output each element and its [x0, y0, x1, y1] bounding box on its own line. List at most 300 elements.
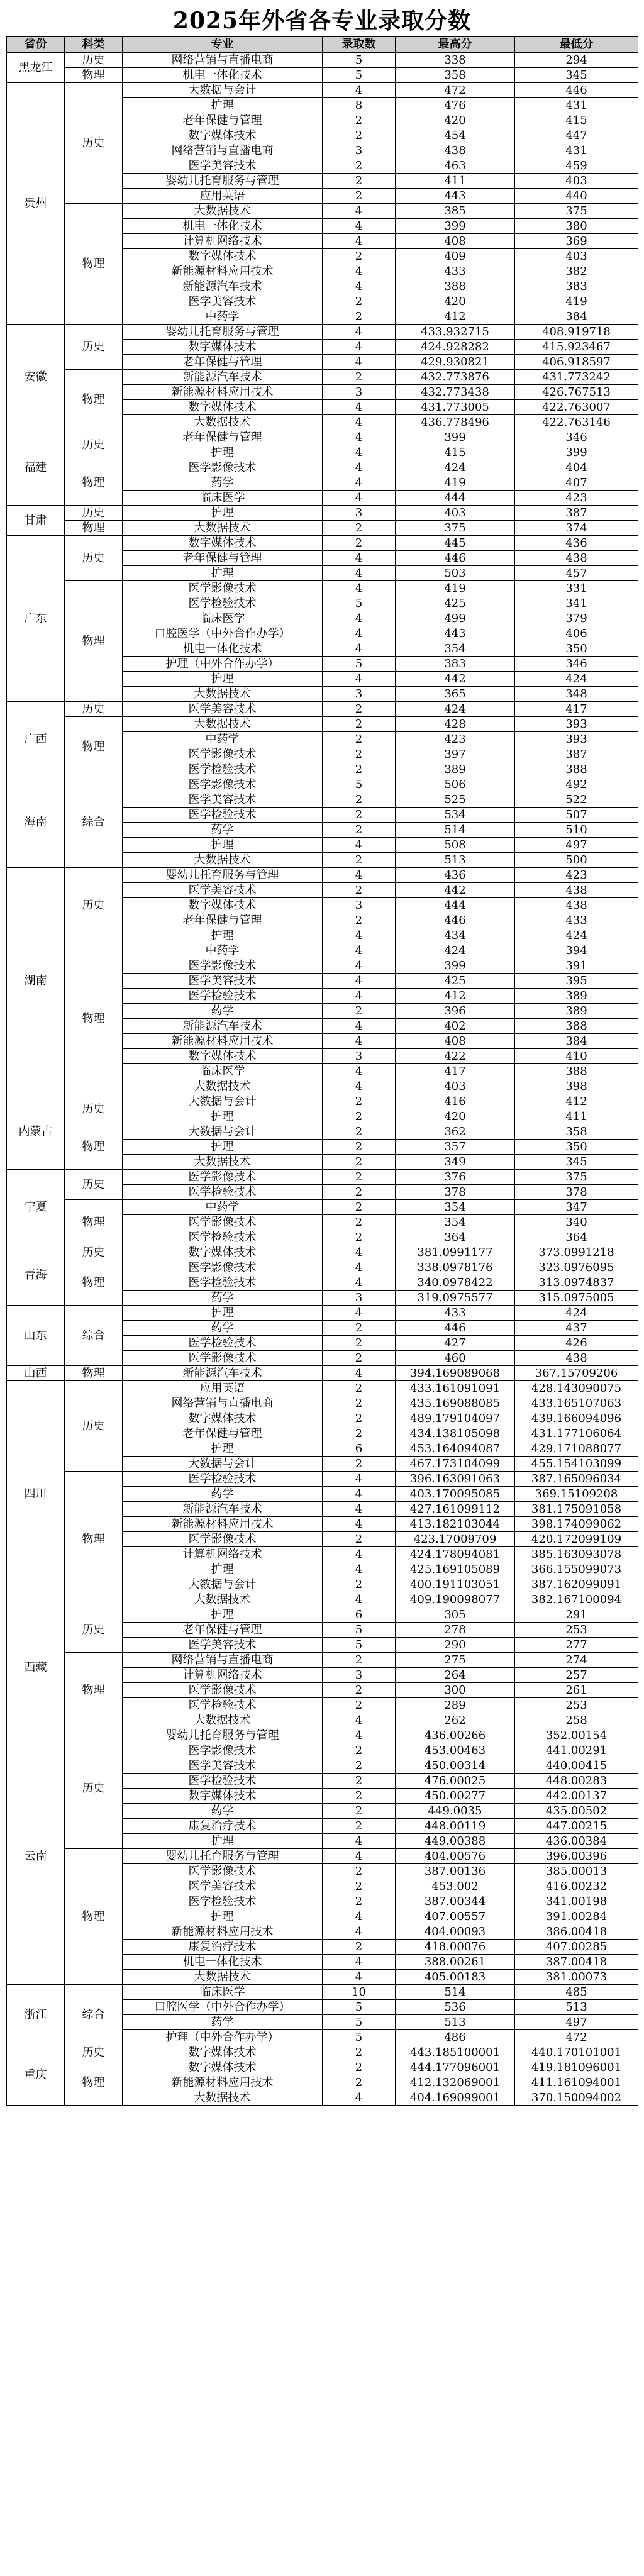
admitted-count-cell: 2	[323, 1894, 396, 1909]
min-score-cell: 426.767513	[515, 385, 638, 400]
min-score-cell: 500	[515, 853, 638, 868]
category-cell: 历史	[65, 83, 123, 204]
major-cell: 网络营销与直播电商	[123, 53, 323, 68]
min-score-cell: 399	[515, 445, 638, 460]
admitted-count-cell: 3	[323, 1049, 396, 1064]
admitted-count-cell: 4	[323, 672, 396, 687]
major-cell: 医学美容技术	[123, 158, 323, 174]
max-score-cell: 413.182103044	[396, 1517, 515, 1532]
major-cell: 新能源材料应用技术	[123, 1034, 323, 1049]
max-score-cell: 402	[396, 1019, 515, 1034]
min-score-cell: 436	[515, 536, 638, 551]
major-cell: 机电一体化技术	[123, 219, 323, 234]
max-score-cell: 453.164094087	[396, 1441, 515, 1457]
min-score-cell: 391	[515, 958, 638, 974]
max-score-cell: 443	[396, 626, 515, 641]
table-row	[7, 536, 638, 551]
category-cell: 历史	[65, 1607, 123, 1653]
admitted-count-cell: 4	[323, 1487, 396, 1502]
max-score-cell: 424.178094081	[396, 1547, 515, 1562]
major-cell: 婴幼儿托育服务与管理	[123, 1728, 323, 1743]
major-cell: 医学检验技术	[123, 762, 323, 777]
major-cell: 大数据技术	[123, 2090, 323, 2106]
max-score-cell: 338.0978176	[396, 1260, 515, 1275]
major-cell: 医学检验技术	[123, 808, 323, 823]
admitted-count-cell: 4	[323, 1517, 396, 1532]
major-cell: 医学影像技术	[123, 1743, 323, 1758]
admitted-count-cell: 4	[323, 943, 396, 958]
category-cell: 物理	[65, 204, 123, 325]
admitted-count-cell: 4	[323, 1275, 396, 1291]
max-score-cell: 450.00314	[396, 1758, 515, 1774]
admitted-count-cell: 2	[323, 294, 396, 309]
major-cell: 数字媒体技术	[123, 249, 323, 264]
max-score-cell: 378	[396, 1185, 515, 1200]
major-cell: 大数据技术	[123, 204, 323, 219]
max-score-cell: 434.138105098	[396, 1426, 515, 1441]
min-score-cell: 393	[515, 717, 638, 732]
max-score-cell: 419	[396, 581, 515, 596]
category-cell: 历史	[65, 1094, 123, 1124]
min-score-cell: 348	[515, 687, 638, 702]
min-score-cell: 485	[515, 1985, 638, 2000]
max-score-cell: 399	[396, 219, 515, 234]
admitted-count-cell: 2	[323, 309, 396, 325]
max-score-cell: 300	[396, 1683, 515, 1698]
major-cell: 医学检验技术	[123, 1185, 323, 1200]
admitted-count-cell: 6	[323, 1607, 396, 1623]
min-score-cell: 346	[515, 657, 638, 672]
admitted-count-cell: 2	[323, 762, 396, 777]
table-row	[7, 702, 638, 717]
max-score-cell: 349	[396, 1155, 515, 1170]
admitted-count-cell: 5	[323, 68, 396, 83]
category-cell: 物理	[65, 1472, 123, 1607]
admitted-count-cell: 5	[323, 53, 396, 68]
table-row	[7, 460, 638, 475]
min-score-cell: 433	[515, 913, 638, 928]
min-score-cell: 422.763146	[515, 415, 638, 430]
major-cell: 护理	[123, 672, 323, 687]
admitted-count-cell: 4	[323, 868, 396, 883]
admitted-count-cell: 4	[323, 989, 396, 1004]
major-cell: 医学影像技术	[123, 747, 323, 762]
min-score-cell: 313.0974837	[515, 1275, 638, 1291]
min-score-cell: 294	[515, 53, 638, 68]
table-row	[7, 1170, 638, 1185]
major-cell: 护理	[123, 928, 323, 943]
province-cell: 广西	[7, 702, 65, 777]
admitted-count-cell: 4	[323, 958, 396, 974]
category-cell: 物理	[65, 68, 123, 83]
min-score-cell: 403	[515, 174, 638, 189]
min-score-cell: 380	[515, 219, 638, 234]
major-cell: 大数据与会计	[123, 1094, 323, 1109]
admitted-count-cell: 4	[323, 1306, 396, 1321]
min-score-cell: 408.919718	[515, 325, 638, 340]
min-score-cell: 447.00215	[515, 1819, 638, 1834]
admitted-count-cell: 5	[323, 1638, 396, 1653]
max-score-cell: 358	[396, 68, 515, 83]
min-score-cell: 345	[515, 1155, 638, 1170]
major-cell: 药学	[123, 1004, 323, 1019]
table-row	[7, 1245, 638, 1260]
category-cell: 物理	[65, 1653, 123, 1728]
max-score-cell: 354	[396, 641, 515, 657]
major-cell: 医学检验技术	[123, 1774, 323, 1789]
table-row	[7, 1849, 638, 1864]
table-row	[7, 325, 638, 340]
major-cell: 医学影像技术	[123, 581, 323, 596]
admitted-count-cell: 2	[323, 1124, 396, 1140]
major-cell: 老年保健与管理	[123, 113, 323, 128]
max-score-cell: 412	[396, 989, 515, 1004]
admitted-count-cell: 2	[323, 1094, 396, 1109]
min-score-cell: 384	[515, 1034, 638, 1049]
admitted-count-cell: 2	[323, 1109, 396, 1124]
admitted-count-cell: 2	[323, 1653, 396, 1668]
admitted-count-cell: 4	[323, 581, 396, 596]
category-cell: 物理	[65, 1260, 123, 1306]
header-province: 省份	[7, 37, 65, 53]
max-score-cell: 375	[396, 521, 515, 536]
max-score-cell: 433	[396, 1306, 515, 1321]
province-cell: 山东	[7, 1306, 65, 1366]
admitted-count-cell: 4	[323, 83, 396, 98]
max-score-cell: 396	[396, 1004, 515, 1019]
max-score-cell: 427.161099112	[396, 1502, 515, 1517]
min-score-cell: 404	[515, 460, 638, 475]
table-row	[7, 717, 638, 732]
max-score-cell: 444	[396, 491, 515, 506]
table-row	[7, 1607, 638, 1623]
min-score-cell: 438	[515, 898, 638, 913]
admitted-count-cell: 4	[323, 264, 396, 279]
major-cell: 医学美容技术	[123, 792, 323, 808]
max-score-cell: 290	[396, 1638, 515, 1653]
major-cell: 老年保健与管理	[123, 551, 323, 566]
max-score-cell: 409	[396, 249, 515, 264]
admitted-count-cell: 4	[323, 611, 396, 626]
major-cell: 计算机网络技术	[123, 1547, 323, 1562]
major-cell: 新能源材料应用技术	[123, 385, 323, 400]
min-score-cell: 374	[515, 521, 638, 536]
admitted-count-cell: 4	[323, 1064, 396, 1079]
admitted-count-cell: 2	[323, 808, 396, 823]
major-cell: 中药学	[123, 309, 323, 325]
min-score-cell: 410	[515, 1049, 638, 1064]
min-score-cell: 385.00013	[515, 1864, 638, 1879]
max-score-cell: 404.00093	[396, 1924, 515, 1940]
min-score-cell: 441.00291	[515, 1743, 638, 1758]
max-score-cell: 388.00261	[396, 1955, 515, 1970]
admitted-count-cell: 2	[323, 823, 396, 838]
max-score-cell: 415	[396, 445, 515, 460]
max-score-cell: 449.00388	[396, 1834, 515, 1849]
min-score-cell: 411	[515, 1109, 638, 1124]
major-cell: 医学影像技术	[123, 1260, 323, 1275]
admitted-count-cell: 10	[323, 1985, 396, 2000]
admitted-count-cell: 2	[323, 717, 396, 732]
major-cell: 药学	[123, 823, 323, 838]
province-cell: 湖南	[7, 868, 65, 1094]
major-cell: 数字媒体技术	[123, 1789, 323, 1804]
admitted-count-cell: 2	[323, 158, 396, 174]
admitted-count-cell: 4	[323, 430, 396, 445]
max-score-cell: 449.0035	[396, 1804, 515, 1819]
min-score-cell: 407	[515, 475, 638, 491]
admitted-count-cell: 2	[323, 521, 396, 536]
major-cell: 临床医学	[123, 491, 323, 506]
admitted-count-cell: 2	[323, 2045, 396, 2060]
table-row	[7, 68, 638, 83]
major-cell: 药学	[123, 475, 323, 491]
province-cell: 甘肃	[7, 506, 65, 536]
category-cell: 物理	[65, 521, 123, 536]
min-score-cell: 442.00137	[515, 1789, 638, 1804]
min-score-cell: 440.00415	[515, 1758, 638, 1774]
major-cell: 医学影像技术	[123, 1864, 323, 1879]
province-cell: 广东	[7, 536, 65, 702]
major-cell: 医学美容技术	[123, 1879, 323, 1894]
admitted-count-cell: 2	[323, 536, 396, 551]
max-score-cell: 278	[396, 1623, 515, 1638]
admitted-count-cell: 2	[323, 249, 396, 264]
admitted-count-cell: 4	[323, 1834, 396, 1849]
admitted-count-cell: 2	[323, 1381, 396, 1396]
admitted-count-cell: 4	[323, 491, 396, 506]
major-cell: 婴幼儿托育服务与管理	[123, 1849, 323, 1864]
min-score-cell: 358	[515, 1124, 638, 1140]
min-score-cell: 375	[515, 1170, 638, 1185]
max-score-cell: 444.177096001	[396, 2060, 515, 2075]
min-score-cell: 459	[515, 158, 638, 174]
page-title: 2025年外省各专业录取分数	[172, 8, 472, 34]
min-score-cell: 388	[515, 1019, 638, 1034]
min-score-cell: 387.00418	[515, 1955, 638, 1970]
admitted-count-cell: 4	[323, 1366, 396, 1381]
min-score-cell: 387.165096034	[515, 1472, 638, 1487]
table-row	[7, 506, 638, 521]
min-score-cell: 396.00396	[515, 1849, 638, 1864]
max-score-cell: 436.00266	[396, 1728, 515, 1743]
max-score-cell: 436.778496	[396, 415, 515, 430]
table-row	[7, 1260, 638, 1275]
min-score-cell: 438	[515, 551, 638, 566]
major-cell: 婴幼儿托育服务与管理	[123, 325, 323, 340]
min-score-cell: 350	[515, 641, 638, 657]
max-score-cell: 408	[396, 234, 515, 249]
max-score-cell: 534	[396, 808, 515, 823]
major-cell: 医学影像技术	[123, 777, 323, 792]
category-cell: 历史	[65, 1170, 123, 1200]
admitted-count-cell: 4	[323, 1245, 396, 1260]
max-score-cell: 432.773438	[396, 385, 515, 400]
major-cell: 药学	[123, 1291, 323, 1306]
max-score-cell: 514	[396, 1985, 515, 2000]
min-score-cell: 424	[515, 928, 638, 943]
admitted-count-cell: 4	[323, 340, 396, 355]
max-score-cell: 319.0975577	[396, 1291, 515, 1306]
max-score-cell: 389	[396, 762, 515, 777]
min-score-cell: 370.150094002	[515, 2090, 638, 2106]
min-score-cell: 261	[515, 1683, 638, 1698]
major-cell: 婴幼儿托育服务与管理	[123, 868, 323, 883]
max-score-cell: 357	[396, 1140, 515, 1155]
admitted-count-cell: 2	[323, 1185, 396, 1200]
max-score-cell: 424	[396, 943, 515, 958]
category-cell: 综合	[65, 1306, 123, 1366]
admitted-count-cell: 5	[323, 657, 396, 672]
admitted-count-cell: 2	[323, 1396, 396, 1411]
major-cell: 计算机网络技术	[123, 234, 323, 249]
admitted-count-cell: 2	[323, 1743, 396, 1758]
max-score-cell: 476.00025	[396, 1774, 515, 1789]
category-cell: 历史	[65, 430, 123, 460]
category-cell: 历史	[65, 325, 123, 370]
admitted-count-cell: 2	[323, 1426, 396, 1441]
admitted-count-cell: 4	[323, 204, 396, 219]
major-cell: 新能源材料应用技术	[123, 1924, 323, 1940]
major-cell: 医学美容技术	[123, 1758, 323, 1774]
max-score-cell: 412.132069001	[396, 2075, 515, 2090]
admitted-count-cell: 2	[323, 1532, 396, 1547]
admitted-count-cell: 4	[323, 626, 396, 641]
admitted-count-cell: 5	[323, 596, 396, 611]
max-score-cell: 403	[396, 506, 515, 521]
min-score-cell: 412	[515, 1094, 638, 1109]
province-cell: 四川	[7, 1381, 65, 1607]
table-row	[7, 868, 638, 883]
min-score-cell: 369	[515, 234, 638, 249]
major-cell: 老年保健与管理	[123, 913, 323, 928]
category-cell: 综合	[65, 1985, 123, 2045]
max-score-cell: 433	[396, 264, 515, 279]
min-score-cell: 416.00232	[515, 1879, 638, 1894]
category-cell: 物理	[65, 943, 123, 1094]
major-cell: 大数据技术	[123, 521, 323, 536]
header-max-score: 最高分	[396, 37, 515, 53]
min-score-cell: 389	[515, 989, 638, 1004]
province-cell: 海南	[7, 777, 65, 868]
table-header-row	[7, 37, 638, 53]
table-row	[7, 1653, 638, 1668]
major-cell: 医学美容技术	[123, 702, 323, 717]
max-score-cell: 445	[396, 536, 515, 551]
min-score-cell: 429.171088077	[515, 1441, 638, 1457]
table-row	[7, 1381, 638, 1396]
major-cell: 护理	[123, 566, 323, 581]
min-score-cell: 398	[515, 1079, 638, 1094]
max-score-cell: 385	[396, 204, 515, 219]
min-score-cell: 387	[515, 506, 638, 521]
major-cell: 大数据与会计	[123, 83, 323, 98]
max-score-cell: 499	[396, 611, 515, 626]
max-score-cell: 305	[396, 1607, 515, 1623]
category-cell: 物理	[65, 717, 123, 777]
max-score-cell: 433.932715	[396, 325, 515, 340]
admitted-count-cell: 4	[323, 551, 396, 566]
major-cell: 老年保健与管理	[123, 430, 323, 445]
major-cell: 机电一体化技术	[123, 1955, 323, 1970]
major-cell: 中药学	[123, 732, 323, 747]
admitted-count-cell: 4	[323, 460, 396, 475]
major-cell: 婴幼儿托育服务与管理	[123, 174, 323, 189]
max-score-cell: 418.00076	[396, 1940, 515, 1955]
min-score-cell: 437	[515, 1321, 638, 1336]
max-score-cell: 431.773005	[396, 400, 515, 415]
max-score-cell: 476	[396, 98, 515, 113]
min-score-cell: 407.00285	[515, 1940, 638, 1955]
major-cell: 护理	[123, 1909, 323, 1924]
major-cell: 数字媒体技术	[123, 1411, 323, 1426]
admitted-count-cell: 4	[323, 475, 396, 491]
max-score-cell: 446	[396, 1321, 515, 1336]
max-score-cell: 427	[396, 1336, 515, 1351]
max-score-cell: 376	[396, 1170, 515, 1185]
major-cell: 机电一体化技术	[123, 68, 323, 83]
admitted-count-cell: 2	[323, 732, 396, 747]
min-score-cell: 510	[515, 823, 638, 838]
max-score-cell: 264	[396, 1668, 515, 1683]
max-score-cell: 354	[396, 1200, 515, 1215]
min-score-cell: 341.00198	[515, 1894, 638, 1909]
admitted-count-cell: 2	[323, 113, 396, 128]
major-cell: 医学检验技术	[123, 1698, 323, 1713]
max-score-cell: 506	[396, 777, 515, 792]
admitted-count-cell: 3	[323, 898, 396, 913]
min-score-cell: 406	[515, 626, 638, 641]
max-score-cell: 423	[396, 732, 515, 747]
major-cell: 数字媒体技术	[123, 340, 323, 355]
major-cell: 大数据与会计	[123, 1457, 323, 1472]
major-cell: 老年保健与管理	[123, 1623, 323, 1638]
max-score-cell: 425	[396, 596, 515, 611]
major-cell: 医学影像技术	[123, 1683, 323, 1698]
min-score-cell: 419.181096001	[515, 2060, 638, 2075]
major-cell: 新能源汽车技术	[123, 1366, 323, 1381]
major-cell: 护理	[123, 1306, 323, 1321]
min-score-cell: 393	[515, 732, 638, 747]
header-min-score: 最低分	[515, 37, 638, 53]
major-cell: 护理	[123, 1562, 323, 1577]
min-score-cell: 350	[515, 1140, 638, 1155]
admitted-count-cell: 4	[323, 2090, 396, 2106]
max-score-cell: 435.169088085	[396, 1396, 515, 1411]
category-cell: 物理	[65, 1849, 123, 1985]
major-cell: 护理	[123, 506, 323, 521]
major-cell: 临床医学	[123, 1064, 323, 1079]
major-cell: 药学	[123, 1487, 323, 1502]
table-row	[7, 581, 638, 596]
major-cell: 大数据技术	[123, 1592, 323, 1607]
max-score-cell: 262	[396, 1713, 515, 1728]
min-score-cell: 472	[515, 2030, 638, 2045]
max-score-cell: 428	[396, 717, 515, 732]
min-score-cell: 447	[515, 128, 638, 143]
major-cell: 医学影像技术	[123, 1215, 323, 1230]
admitted-count-cell: 2	[323, 1789, 396, 1804]
admitted-count-cell: 4	[323, 1019, 396, 1034]
province-cell: 青海	[7, 1245, 65, 1306]
max-score-cell: 438	[396, 143, 515, 158]
major-cell: 康复治疗技术	[123, 1940, 323, 1955]
major-cell: 新能源汽车技术	[123, 1502, 323, 1517]
max-score-cell: 423.17009709	[396, 1532, 515, 1547]
max-score-cell: 443.185100001	[396, 2045, 515, 2060]
province-cell: 宁夏	[7, 1170, 65, 1245]
major-cell: 康复治疗技术	[123, 1819, 323, 1834]
